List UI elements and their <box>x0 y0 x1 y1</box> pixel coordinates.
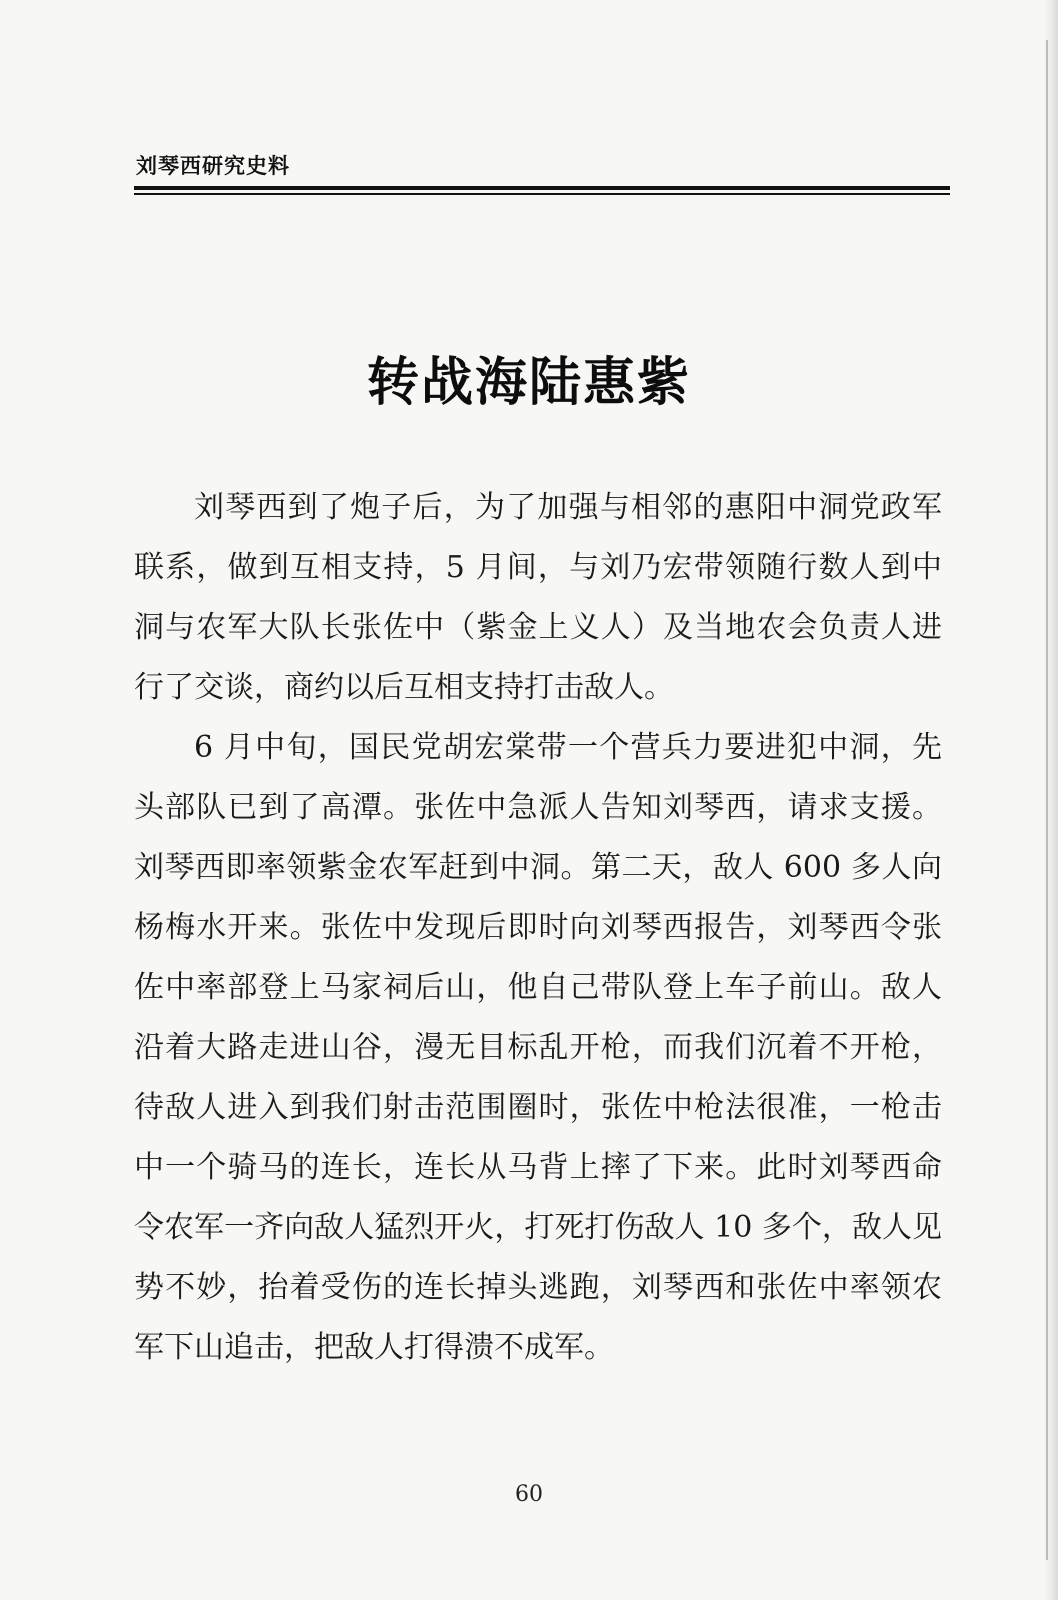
body-text <box>134 478 942 1378</box>
header-rule-thin <box>134 193 950 195</box>
page-number: 60 <box>515 1482 543 1507</box>
paragraph-1: 刘琴西到了炮子后，为了加强与相邻的惠阳中洞党政军联系，做到互相支持，5 月间，与刘乃宏带领随行数人到中洞与农军大队长张佐中（紫金上义人）及当地农会负责人进行了交谈，商约以后互相支持打击敌人。 <box>134 490 942 705</box>
chapter-title: 转战海陆惠紫 <box>366 352 691 413</box>
page-edge-line <box>1046 40 1048 1560</box>
header-rule-thick <box>134 186 950 190</box>
paragraph-2: 6 月中旬，国民党胡宏棠带一个营兵力要进犯中洞，先头部队已到了高潭。张佐中急派人告知刘琴西，请求支援。刘琴西即率领紫金农军赶到中洞。第二天，敌人 600 多人向杨梅水开来。张佐中发现后即时向刘琴西报告，刘琴西令张佐中率部登上马家祠后山，他自己带队登上车子前山。敌人沿着大路走进山谷，漫无目标乱开枪，而我们沉着不开枪，待敌人进入到我们射击范围圈时，张佐中枪法很准，一枪击中一个骑马的连长，连长从马背上摔了下来。此时刘琴西命令农军一齐向敌人猛烈开火，打死打伤敌人 10 多个，敌人见势不妙，抬着受伤的连长掉头逃跑，刘琴西和张佐中率领农军下山追击，把敌人打得溃不成军。 <box>134 730 942 1365</box>
running-head: 刘琴西研究史料 <box>136 154 290 178</box>
